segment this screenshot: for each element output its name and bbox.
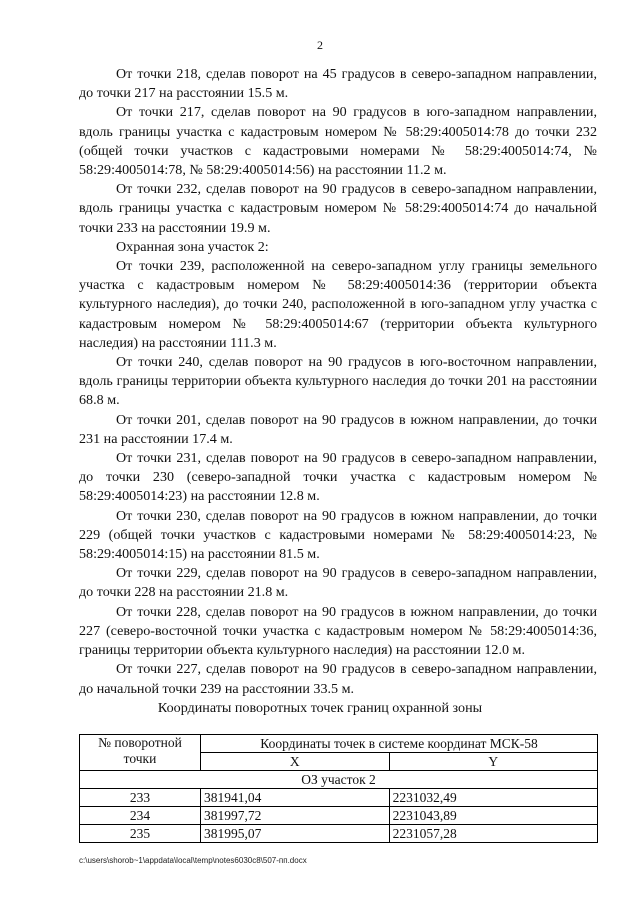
- table-row: [80, 789, 598, 807]
- y-cell: 2231032,49: [389, 789, 597, 807]
- table-row: [80, 825, 598, 843]
- y-cell: 2231057,28: [389, 825, 597, 843]
- header-y: Y: [389, 753, 597, 771]
- x-cell: 381995,07: [201, 825, 390, 843]
- paragraph: От точки 227, сделав поворот на 90 градусов в северо-западном направлении, до начальной точки 239 на расстоянии 33.5 м.: [79, 661, 597, 697]
- point-number-cell: 234: [80, 807, 201, 825]
- page-number: 2: [317, 38, 323, 52]
- point-number-cell: 235: [80, 825, 201, 843]
- paragraph: От точки 230, сделав поворот на 90 градусов в южном направлении, до точки 229 (общей точки участков с кадастровыми номерами № 58:29:4005014:23, № 58:29:4005014:15) на расстоянии 81.5 м.: [79, 507, 597, 563]
- header-coordinate-system: Координаты точек в системе координат МСК-58: [201, 735, 598, 753]
- table-row: [80, 807, 598, 825]
- paragraph: От точки 239, расположенной на северо-западном углу границы земельного участка с кадастровым номером № 58:29:4005014:36 (территории объекта культурного наследия), до точки 240, расположенной в юго-западном углу участка с кадастровым номером № 58:29:4005014:67 (территории объекта культурного наследия) на расстоянии 111.3 м.: [79, 258, 597, 351]
- paragraph: От точки 229, сделав поворот на 90 градусов в северо-западном направлении, до точки 228 на расстоянии 21.8 м.: [79, 565, 597, 601]
- document-body: [79, 65, 597, 699]
- x-cell: 381941,04: [201, 789, 390, 807]
- zone-label: ОЗ участок 2: [80, 771, 598, 789]
- header-point-number: № поворотной точки: [80, 735, 201, 771]
- x-cell: 381997,72: [201, 807, 390, 825]
- paragraph: От точки 218, сделав поворот на 45 градусов в северо-западном направлении, до точки 217 на расстоянии 15.5 м.: [79, 66, 597, 102]
- file-path-footer: c:\users\shorob~1\appdata\local\temp\notes6030c8\507-пп.docx: [79, 856, 307, 865]
- header-x: X: [201, 753, 390, 771]
- point-number-cell: 233: [80, 789, 201, 807]
- paragraph: От точки 232, сделав поворот на 90 градусов в северо-западном направлении, вдоль границы участка с кадастровым номером № 58:29:4005014:74 до начальной точки 233 на расстоянии 19.9 м.: [79, 181, 597, 236]
- paragraph: От точки 217, сделав поворот на 90 градусов в юго-западном направлении, вдоль границы участка с кадастровым номером № 58:29:4005014:78 до точки 232 (общей точки участков с кадастровыми номерами № 58:29:4005014:74, № 58:29:4005014:78, № 58:29:4005014:56) на расстоянии 11.2 м.: [79, 104, 597, 179]
- section-heading: Охранная зона участок 2:: [116, 238, 269, 255]
- coordinates-table: [79, 734, 598, 843]
- paragraph: От точки 201, сделав поворот на 90 градусов в южном направлении, до точки 231 на расстоянии 17.4 м.: [79, 411, 597, 447]
- table-title: Координаты поворотных точек границ охранной зоны: [157, 700, 483, 716]
- y-cell: 2231043,89: [389, 807, 597, 825]
- paragraph: От точки 231, сделав поворот на 90 градусов в северо-западном направлении, до точки 230 (северо-западной точки участка с кадастровым номером № 58:29:4005014:23) на расстоянии 12.8 м.: [79, 450, 597, 505]
- paragraph: От точки 240, сделав поворот на 90 градусов в юго-восточном направлении, вдоль границы территории объекта культурного наследия до точки 201 на расстоянии 68.8 м.: [79, 354, 597, 409]
- paragraph: От точки 228, сделав поворот на 90 градусов в южном направлении, до точки 227 (северо-восточной точки участка с кадастровым номером № 58:29:4005014:36, границы территории объекта культурного наследия) на расстоянии 12.0 м.: [79, 603, 597, 659]
